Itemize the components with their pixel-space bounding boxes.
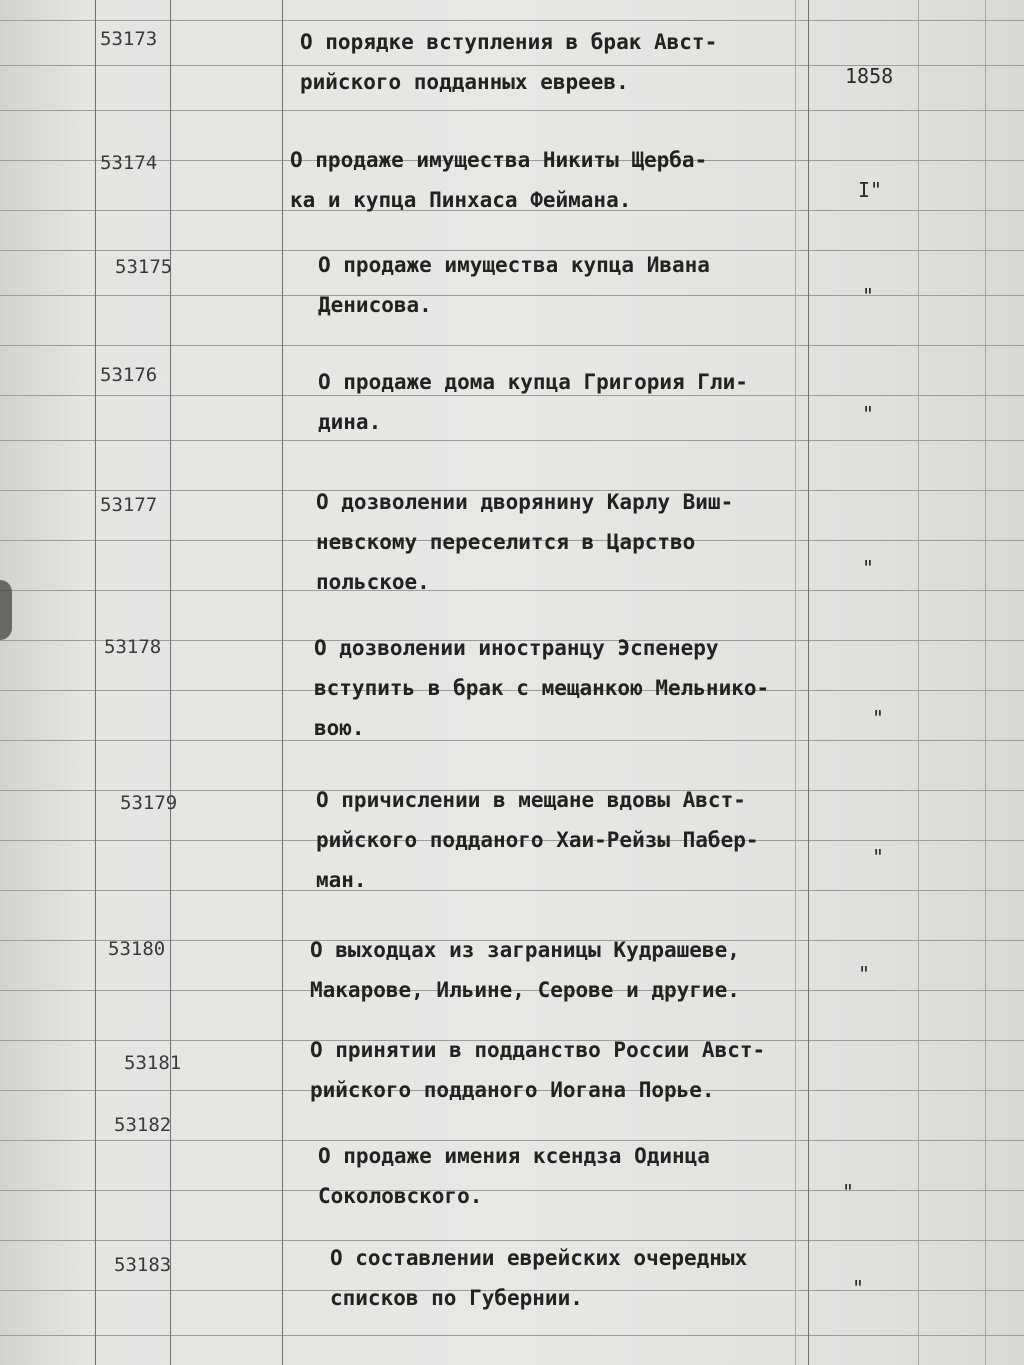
entry-date: 1858 (845, 64, 894, 88)
entry-number: 53182 (114, 1114, 172, 1136)
entry-text: О выходцах из заграницы Кудрашеве, Макарове, Ильине, Серове и другие. (310, 938, 740, 1002)
entry-text: О порядке вступления в брак Авст- рийского подданных евреев. (300, 30, 718, 94)
entry-text: О принятии в подданство России Авст- рийского подданого Иогана Порье. (310, 1038, 766, 1102)
entry-date: " (862, 556, 875, 580)
entry-number: 53173 (100, 28, 158, 50)
column-line (170, 0, 171, 1365)
entry-number: 53176 (100, 364, 158, 386)
entry-number: 53180 (108, 938, 166, 960)
entry-text: О продаже имения ксендза Одинца Соколовского. (318, 1144, 710, 1208)
entry-date: " (842, 1180, 855, 1204)
entry-date: " (862, 284, 875, 308)
entry-text: О продаже имущества Никиты Щерба- ка и купца Пинхаса Феймана. (290, 148, 708, 212)
entry-date: " (858, 962, 871, 986)
entry-text: О составлении еврейских очередных списков по Губернии. (330, 1246, 748, 1310)
entry-number: 53181 (124, 1052, 182, 1074)
entry-text: О продаже имущества купца Ивана Денисова. (318, 253, 710, 317)
entry-number: 53178 (104, 636, 162, 658)
entry-number: 53174 (100, 152, 158, 174)
entry-date: " (872, 706, 885, 730)
entry-text: О продаже дома купца Григория Гли- дина. (318, 370, 748, 434)
entry-number: 53183 (114, 1254, 172, 1276)
column-line (282, 0, 283, 1365)
ruled-line (0, 20, 1024, 21)
entry-date: " (852, 1276, 865, 1300)
column-line (985, 0, 986, 1365)
entry-text: О дозволении дворянину Карлу Виш- невскому переселится в Царство польское. (316, 490, 734, 594)
entry-text: О причислении в мещане вдовы Авст- рийского подданого Хаи-Рейзы Пабер- ман. (316, 788, 759, 892)
column-line (95, 0, 96, 1365)
entry-date: " (862, 402, 875, 426)
ruled-line (0, 110, 1024, 111)
entry-date: " (872, 845, 885, 869)
entry-text: О дозволении иностранцу Эспенеру вступить в брак с мещанкою Мельнико- вою. (314, 636, 770, 740)
page-edge-shadow (0, 580, 12, 640)
entry-date: I" (858, 178, 883, 202)
entry-number: 53177 (100, 494, 158, 516)
ruled-line (0, 345, 1024, 346)
ruled-line (0, 1335, 1024, 1336)
column-line (918, 0, 919, 1365)
entry-number: 53175 (115, 256, 173, 278)
entry-number: 53179 (120, 792, 178, 814)
